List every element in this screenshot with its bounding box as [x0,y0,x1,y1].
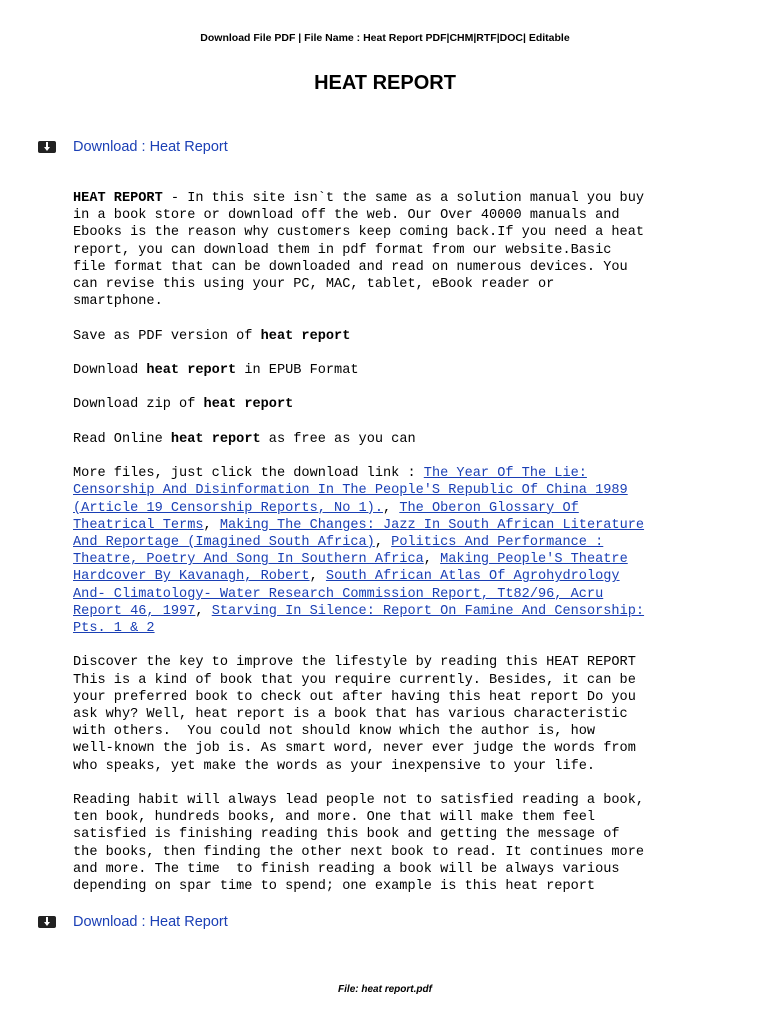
download-icon[interactable] [38,141,56,153]
epub-keyword: heat report [146,363,237,378]
link-separator: , [309,569,326,585]
intro-text: - In this site isn`t the same as a solution manual you buy in a book store or download off the web. Our Over 40000 manuals and Ebooks is the reason why customers keep coming back.If you need a heat report, you can download them in pdf format from our website.Basic file format that can be downloaded and read on numerous devices. You can revise this using your PC, MAC, tablet, eBook reader or smartphone. [73,191,645,310]
save-pdf-keyword: heat report [260,328,351,344]
zip-text: Download zip of [73,397,204,413]
link-separator: , [195,603,212,619]
related-link-4[interactable]: Politics And Performance : Theatre, Poetry And Song In Southern Africa [73,534,604,568]
document-body [73,190,738,912]
file-footer: File: heat report.pdf [338,984,432,995]
reading-habit-paragraph: Reading habit will always lead people not to satisfied reading a book, ten book, hundreds books, and more. One that will make them feel satisfied is finishing reading this book and getting the message of the books, then finding the other next book to read. It continues more and more. The time to finish reading a book will be always various depending on spar time to spend; one example is this heat report [73,793,645,895]
zip-keyword: heat report [203,397,294,413]
epub-text-pre: Download [73,363,147,378]
download-row-top [38,138,228,156]
related-link-7[interactable]: Starving In Silence: Report On Famine And Censorship: Pts. 1 & 2 [73,603,645,636]
read-online-keyword: heat report [170,431,261,447]
download-row-bottom [38,913,228,931]
epub-text-post: in EPUB Format [236,363,359,378]
read-online-text-pre: Read Online [73,431,171,447]
link-separator: , [383,500,400,516]
download-icon[interactable] [38,916,56,928]
read-online-text-post: as free as you can [260,431,416,447]
more-files-paragraph [73,465,738,637]
more-files-prefix: More files, just click the download link : [73,466,424,482]
link-separator: , [203,517,220,533]
save-pdf-line [73,328,738,345]
intro-bold-title: HEAT REPORT [73,191,163,206]
link-separator: , [374,534,392,550]
link-separator: , [423,552,441,568]
file-header: Download File PDF | File Name : Heat Report PDF|CHM|RTF|DOC| Editable [200,32,570,44]
read-online-line [73,431,738,448]
discover-paragraph: Discover the key to improve the lifestyle by reading this HEAT REPORT This is a kind of book that you require currently. Besides, it can be your preferred book to check out after having this heat report Do you ask why? Well, heat report is a book that has various characteristic with others. You could not should know which the author is, how well-known the job is. As smart word, never ever judge the words from who speaks, yet make the words as your inexpensive to your life. [73,655,636,774]
page-title: HEAT REPORT [314,72,456,94]
related-link-3[interactable]: Making The Changes: Jazz In South African Literature And Reportage (Imagined South Africa) [73,517,645,550]
related-link-6[interactable]: South African Atlas Of Agrohydrology And- Climatology- Water Research Commission Report, Tt82/96, Acru Report 46, 1997 [73,569,620,619]
download-link-bottom[interactable]: Download : Heat Report [73,914,228,930]
save-pdf-text: Save as PDF version of [73,328,261,344]
download-link-top[interactable]: Download : Heat Report [73,139,228,155]
related-link-2[interactable]: The Oberon Glossary Of Theatrical Terms [73,500,579,533]
related-link-1[interactable]: The Year Of The Lie: Censorship And Disinformation In The People'S Republic Of China 1989 (Article 19 Censorship Reports, No 1). [73,466,628,516]
related-link-5[interactable]: Making People'S Theatre Hardcover By Kavanagh, Robert [73,552,628,585]
zip-line [73,396,738,413]
epub-line [73,362,738,379]
intro-paragraph [73,190,738,310]
